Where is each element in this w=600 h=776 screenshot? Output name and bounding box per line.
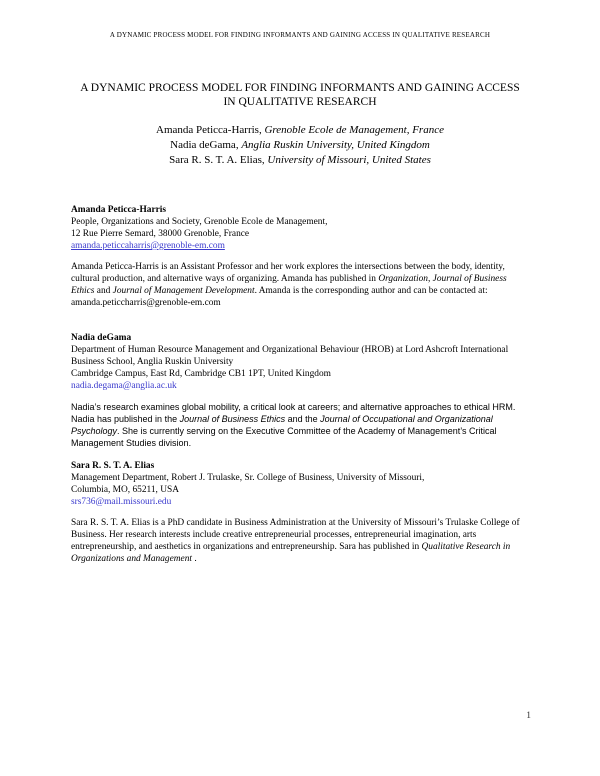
bio-address-line: Cambridge Campus, East Rd, Cambridge CB1 1PT, United Kingdom [71,369,331,379]
bio-address-line: Columbia, MO, 65211, USA [71,485,179,495]
author-bio-amanda [71,204,530,309]
bio-name: Sara R. S. T. A. Elias [71,461,155,471]
author-bio-nadia [71,332,530,449]
bio-name: Amanda Peticca-Harris [71,205,167,215]
bio-address-line: 12 Rue Pierre Semard, 38000 Grenoble, France [71,229,250,239]
bio-address-line: People, Organizations and Society, Grenoble Ecole de Management, [71,217,328,227]
author-name: Sara R. S. T. A. Elias, [169,154,268,166]
author-line [0,153,600,168]
email-link[interactable]: nadia.degama@anglia.ac.uk [71,381,177,391]
bio-name: Nadia deGama [71,333,132,343]
author-list [0,123,600,168]
email-link[interactable]: srs736@mail.missouri.edu [71,497,172,507]
author-affiliation: Grenoble Ecole de Management, France [264,124,444,136]
author-line [0,123,600,138]
author-name: Nadia deGama, [170,139,242,151]
author-bio-sara [71,460,530,565]
running-head: A DYNAMIC PROCESS MODEL FOR FINDING INFORMANTS AND GAINING ACCESS IN QUALITATIVE RESEARCH [109,31,491,39]
bio-address-line: Management Department, Robert J. Trulaske, Sr. College of Business, University of Missouri, [71,473,425,483]
paper-title: A DYNAMIC PROCESS MODEL FOR FINDING INFORMANTS AND GAINING ACCESS IN QUALITATIVE RESEARCH [80,82,520,108]
email-link[interactable]: amanda.peticcaharris@grenoble-em.com [71,241,225,251]
bio-paragraph: Amanda Peticca-Harris is an Assistant Professor and her work explores the intersections between the body, identity, cultural production, and alternative ways of organizing. Amanda has published in Organization, Journal of Business Ethics and Journal of Management Development. Amanda is the corresponding author and can be contacted at: amanda.peticcharris@grenoble-em.com [71,262,507,308]
author-name: Amanda Peticca-Harris, [156,124,265,136]
author-affiliation: University of Missouri, United States [267,154,431,166]
bio-address-line: Department of Human Resource Management and Organizational Behaviour (HROB) at Lord Ashcroft International Business School, Anglia Ruskin University [71,345,509,367]
page-number: 1 [526,711,531,721]
author-line [0,138,600,153]
bio-paragraph: Nadia’s research examines global mobility, a critical look at careers; and alternative approaches to ethical HRM. Nadia has published in the Journal of Business Ethics and the Journal of Occupational and Organizational Psychology. She is currently serving on the Executive Committee of the Academy of Management’s Critical Management Studies division. [71,402,516,448]
bio-paragraph: Sara R. S. T. A. Elias is a PhD candidate in Business Administration at the University of Missouri’s Trulaske College of Business. Her research interests include creative entrepreneurial processes, entrepreneurial imagination, arts entrepreneurship, and aesthetics in organizations and entrepreneurship. Sara has published in Qualitative Research in Organizations and Management . [71,518,520,564]
bio-section [71,204,530,565]
author-affiliation: Anglia Ruskin University, United Kingdom [241,139,430,151]
